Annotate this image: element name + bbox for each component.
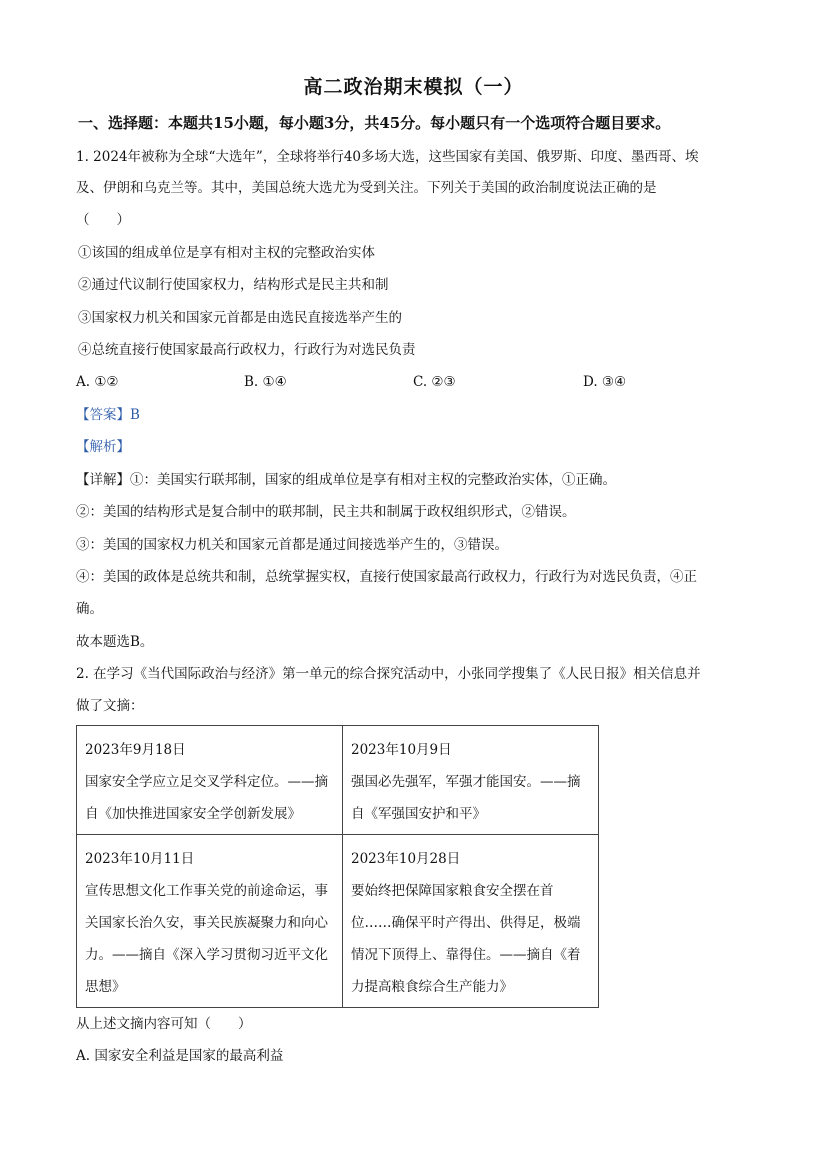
page-title: 高二政治期末模拟（一） (303, 76, 524, 98)
excerpt-cell (77, 835, 343, 1008)
q2-stem-line-1: 2. 在学习《当代国际政治与经济》第一单元的综合探究活动中，小张同学搜集了《人民日报》相关信息并 (76, 666, 701, 682)
q1-option-b: B. ①④ (244, 374, 287, 390)
q1-detail-2: ②：美国的结构形式是复合制中的联邦制，民主共和制属于政权组织形式，②错误。 (76, 504, 576, 520)
q1-stem-line-1: 1. 2024年被称为全球“大选年”，全球将举行40多场大选，这些国家有美国、俄罗斯、印度、墨西哥、埃 (76, 149, 699, 165)
q1-conclusion: 故本题选B。 (76, 634, 154, 650)
section-heading: 一、选择题：本题共15小题，每小题3分，共45分。每小题只有一个选项符合题目要求。 (78, 114, 671, 132)
q1-analysis-label: 【解析】 (76, 439, 130, 455)
excerpt-text: 要始终把保障国家粮食安全摆在首位……确保平时产得出、供得足，极端情况下顶得上、靠得住。——摘自《着力提高粮食综合生产能力》 (351, 883, 581, 995)
q1-option-c: C. ②③ (413, 374, 456, 390)
excerpt-text: 国家安全学应立足交叉学科定位。——摘自《加快推进国家安全学创新发展》 (85, 774, 328, 822)
q2-question: 从上述文摘内容可知（ ） (76, 1016, 252, 1032)
excerpt-text: 宣传思想文化工作事关党的前途命运，事关国家长治久安，事关民族凝聚力和向心力。——摘自《深入学习贯彻习近平文化思想》 (85, 883, 328, 995)
excerpt-date: 2023年10月28日 (351, 851, 461, 867)
excerpt-cell (77, 726, 343, 835)
table-row (77, 726, 599, 835)
excerpt-text: 强国必先强军，军强才能国安。——摘自《军强国安护和平》 (351, 774, 581, 822)
q1-statement-4: ④总统直接行使国家最高行政权力，行政行为对选民负责 (78, 342, 416, 358)
q1-statement-1: ①该国的组成单位是享有相对主权的完整政治实体 (78, 245, 375, 261)
table-row (77, 835, 599, 1008)
excerpt-cell (343, 835, 599, 1008)
excerpt-date: 2023年10月11日 (85, 851, 195, 867)
excerpt-date: 2023年9月18日 (85, 742, 186, 758)
q1-detail-4-cont: 确。 (76, 601, 103, 617)
q1-stem-line-2: 及、伊朗和乌克兰等。其中，美国总统大选尤为受到关注。下列关于美国的政治制度说法正确的是 (76, 180, 657, 196)
q1-answer-paren: （ ） (76, 212, 130, 228)
q1-option-d: D. ③④ (583, 374, 627, 390)
excerpt-cell (343, 726, 599, 835)
q1-detail-3: ③：美国的国家权力机关和国家元首都是通过间接选举产生的，③错误。 (76, 537, 508, 553)
q1-detail-4: ④：美国的政体是总统共和制，总统掌握实权，直接行使国家最高行政权力，行政行为对选民负责，④正 (76, 569, 697, 585)
q2-option-a: A. 国家安全利益是国家的最高利益 (76, 1048, 284, 1064)
q1-statement-2: ②通过代议制行使国家权力，结构形式是民主共和制 (78, 277, 389, 293)
q1-statement-3: ③国家权力机关和国家元首都是由选民直接选举产生的 (78, 310, 402, 326)
q2-stem-line-2: 做了文摘： (76, 698, 144, 714)
excerpt-table (76, 725, 599, 1008)
excerpt-date: 2023年10月9日 (351, 742, 452, 758)
q1-answer: 【答案】B (76, 407, 140, 423)
q1-detail-1: 【详解】①：美国实行联邦制，国家的组成单位是享有相对主权的完整政治实体，①正确。 (76, 472, 616, 488)
q1-option-a: A. ①② (76, 374, 119, 390)
